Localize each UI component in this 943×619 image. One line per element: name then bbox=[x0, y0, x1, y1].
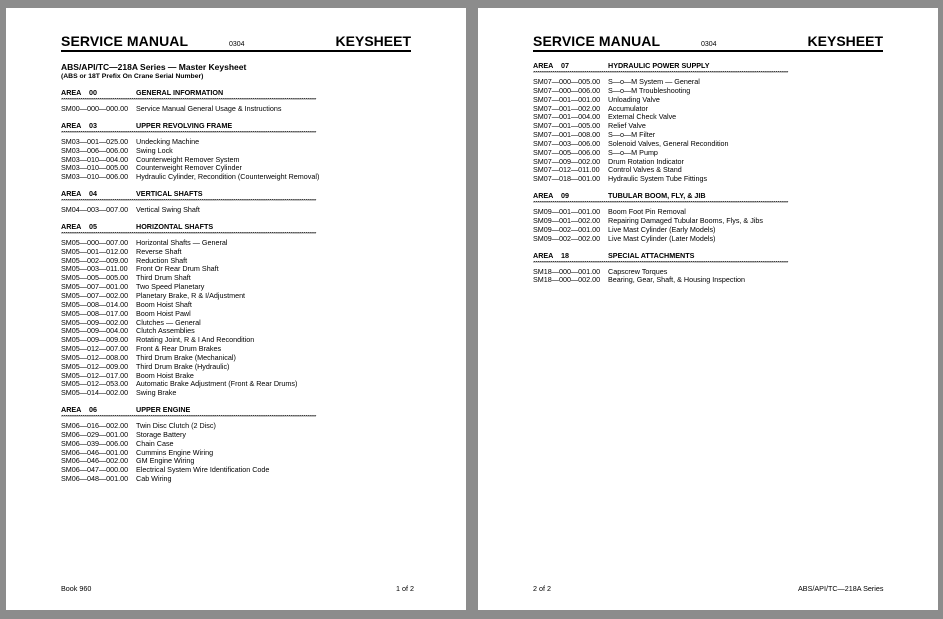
entry-description: Boom Hoist Pawl bbox=[136, 308, 191, 318]
area-label: AREA bbox=[533, 61, 554, 70]
area-title: HYDRAULIC POWER SUPPLY bbox=[608, 61, 710, 70]
entry-description: Boom Hoist Shaft bbox=[136, 299, 192, 309]
entry-code: SM05—000—007.00 bbox=[61, 237, 129, 247]
footer-right: ABS/API/TC—218A Series bbox=[798, 584, 884, 593]
area-section bbox=[533, 192, 883, 243]
asterisk-divider: ************************************************************************************************************************ bbox=[61, 130, 316, 137]
document-title: ABS/API/TC—218A Series — Master Keysheet bbox=[61, 62, 247, 72]
entry-code: SM03—010—006.00 bbox=[61, 172, 129, 182]
entry-description: External Check Valve bbox=[608, 112, 677, 122]
asterisk-divider: ************************************************************************************************************************ bbox=[533, 71, 788, 77]
keysheet-entry bbox=[533, 235, 883, 244]
entry-code: SM09—002—002.00 bbox=[533, 233, 601, 243]
keysheet-entry bbox=[533, 175, 883, 184]
area-heading bbox=[61, 89, 411, 98]
keysheet-entry bbox=[61, 206, 411, 215]
keysheet-entry bbox=[61, 389, 411, 398]
footer-left: 2 of 2 bbox=[533, 584, 551, 593]
keysheet-entry bbox=[61, 475, 411, 484]
entry-description: Capscrew Torques bbox=[608, 266, 668, 276]
entry-code: SM05—002—009.00 bbox=[61, 255, 129, 265]
area-title: GENERAL INFORMATION bbox=[136, 88, 224, 97]
area-number: 07 bbox=[561, 61, 569, 70]
entry-description: Front & Rear Drum Brakes bbox=[136, 344, 222, 354]
entry-code: SM05—014—002.00 bbox=[61, 388, 129, 398]
entry-code: SM03—006—006.00 bbox=[61, 145, 129, 155]
entry-code: SM07—000—005.00 bbox=[533, 77, 601, 86]
entry-description: Chain Case bbox=[136, 438, 174, 448]
area-section bbox=[533, 252, 883, 286]
area-number: 05 bbox=[89, 221, 97, 231]
page-content bbox=[61, 62, 411, 492]
area-heading bbox=[61, 122, 411, 131]
entry-description: Drum Rotation Indicator bbox=[608, 156, 684, 166]
entry-code: SM06—029—001.00 bbox=[61, 429, 129, 439]
entry-description: Cab Wiring bbox=[136, 474, 172, 484]
entry-description: Third Drum Brake (Hydraulic) bbox=[136, 361, 230, 371]
asterisk-divider: ************************************************************************************************************************ bbox=[61, 199, 316, 206]
entry-code: SM07—001—008.00 bbox=[533, 130, 601, 140]
area-number: 09 bbox=[561, 191, 569, 201]
document-subtitle: (ABS or 18T Prefix On Crane Serial Number) bbox=[61, 73, 204, 80]
entry-description: Service Manual General Usage & Instructions bbox=[136, 104, 282, 113]
area-section bbox=[61, 122, 411, 182]
entry-description: Electrical System Wire Identification Code bbox=[136, 465, 270, 475]
entry-description: Horizontal Shafts — General bbox=[136, 237, 228, 247]
entry-description: Planetary Brake, R & I/Adjustment bbox=[136, 290, 246, 300]
asterisk-divider: ************************************************************************************************************************ bbox=[61, 98, 316, 104]
entry-code: SM05—007—001.00 bbox=[61, 282, 129, 292]
entry-code: SM07—003—006.00 bbox=[533, 138, 601, 148]
entry-description: Hydraulic System Tube Fittings bbox=[608, 174, 708, 184]
area-label: AREA bbox=[533, 191, 554, 201]
entry-code: SM07—012—011.00 bbox=[533, 165, 600, 175]
header-code: 0304 bbox=[229, 41, 245, 48]
page-header bbox=[61, 34, 411, 52]
entry-code: SM05—001—012.00 bbox=[61, 246, 129, 256]
entry-description: Reduction Shaft bbox=[136, 255, 188, 265]
area-title: HORIZONTAL SHAFTS bbox=[136, 221, 214, 231]
header-code: 0304 bbox=[701, 41, 717, 48]
entry-description: Live Mast Cylinder (Early Models) bbox=[608, 224, 716, 234]
area-title: VERTICAL SHAFTS bbox=[136, 189, 203, 199]
document-page-2 bbox=[478, 8, 938, 610]
entry-code: SM06—046—002.00 bbox=[61, 456, 129, 466]
header-keysheet: KEYSHEET bbox=[335, 33, 411, 49]
entry-code: SM03—010—005.00 bbox=[61, 163, 129, 173]
entry-description: Accumulator bbox=[608, 103, 648, 113]
area-section bbox=[61, 89, 411, 114]
entry-code: SM00—000—000.00 bbox=[61, 104, 129, 113]
entry-code: SM18—000—002.00 bbox=[533, 275, 601, 285]
footer-right: 1 of 2 bbox=[396, 584, 414, 593]
entry-code: SM07—001—004.00 bbox=[533, 112, 601, 122]
entry-code: SM05—012—008.00 bbox=[61, 352, 129, 362]
entry-code: SM06—048—001.00 bbox=[61, 474, 129, 484]
entry-code: SM07—001—001.00 bbox=[533, 94, 601, 104]
entry-code: SM07—005—006.00 bbox=[533, 147, 601, 157]
keysheet-entry bbox=[533, 276, 883, 285]
entry-description: Third Drum Shaft bbox=[136, 273, 191, 283]
asterisk-divider: ************************************************************************************************************************ bbox=[61, 415, 316, 422]
entry-description: Control Valves & Stand bbox=[608, 165, 682, 175]
area-label: AREA bbox=[61, 88, 82, 97]
entry-description: Swing Brake bbox=[136, 388, 177, 398]
area-number: 03 bbox=[89, 120, 97, 130]
area-section bbox=[61, 190, 411, 215]
entry-description: S—o—M Troubleshooting bbox=[608, 85, 691, 95]
header-service-manual: SERVICE MANUAL bbox=[61, 33, 189, 49]
entry-description: Automatic Brake Adjustment (Front & Rear Drums) bbox=[136, 379, 298, 389]
area-title: TUBULAR BOOM, FLY, & JIB bbox=[608, 191, 706, 201]
entry-description: Hydraulic Cylinder, Recondition (Counterweight Removal) bbox=[136, 172, 320, 182]
footer-left: Book 960 bbox=[61, 584, 92, 593]
entry-code: SM05—012—009.00 bbox=[61, 361, 129, 371]
entry-description: Boom Foot Pin Removal bbox=[608, 207, 686, 217]
entry-description: Third Drum Brake (Mechanical) bbox=[136, 352, 236, 362]
entry-description: Front Or Rear Drum Shaft bbox=[136, 264, 219, 274]
entry-description: Relief Valve bbox=[608, 121, 646, 131]
entry-description: S—o—M System — General bbox=[608, 77, 700, 86]
entry-code: SM07—009—002.00 bbox=[533, 156, 601, 166]
entry-code: SM05—003—011.00 bbox=[61, 264, 128, 274]
area-title: UPPER REVOLVING FRAME bbox=[136, 120, 233, 130]
entry-description: Counterweight Remover System bbox=[136, 154, 240, 164]
entry-description: Cummins Engine Wiring bbox=[136, 447, 214, 457]
entry-description: Swing Lock bbox=[136, 145, 173, 155]
header-service-manual: SERVICE MANUAL bbox=[533, 33, 661, 49]
entry-code: SM07—018—001.00 bbox=[533, 174, 601, 184]
entry-description: Solenoid Valves, General Recondition bbox=[608, 138, 729, 148]
asterisk-divider: ************************************************************************************************************************ bbox=[533, 260, 788, 267]
entry-code: SM18—000—001.00 bbox=[533, 266, 601, 276]
entry-code: SM09—001—001.00 bbox=[533, 207, 601, 217]
area-section bbox=[61, 406, 411, 484]
entry-description: Boom Hoist Brake bbox=[136, 370, 194, 380]
entry-description: Live Mast Cylinder (Later Models) bbox=[608, 233, 716, 243]
entry-description: S—o—M Filter bbox=[608, 130, 656, 140]
entry-description: Repairing Damaged Tubular Booms, Flys, & Jibs bbox=[608, 215, 763, 225]
area-label: AREA bbox=[61, 405, 82, 415]
entry-description: GM Engine Wiring bbox=[136, 456, 195, 466]
entry-description: Two Speed Planetary bbox=[136, 282, 205, 292]
area-label: AREA bbox=[533, 250, 554, 260]
entry-code: SM05—012—053.00 bbox=[61, 379, 129, 389]
entry-code: SM09—001—002.00 bbox=[533, 215, 601, 225]
entry-code: SM07—001—002.00 bbox=[533, 103, 601, 113]
area-number: 00 bbox=[89, 88, 97, 97]
keysheet-entry bbox=[61, 105, 411, 114]
entry-code: SM05—012—007.00 bbox=[61, 344, 129, 354]
area-number: 06 bbox=[89, 405, 97, 415]
area-heading bbox=[533, 62, 883, 71]
entry-code: SM03—001—025.00 bbox=[61, 136, 129, 146]
entry-code: SM05—005—005.00 bbox=[61, 273, 129, 283]
area-section bbox=[61, 223, 411, 398]
keysheet-entry bbox=[61, 173, 411, 182]
page-content bbox=[533, 62, 883, 293]
area-heading bbox=[61, 190, 411, 199]
entry-description: Bearing, Gear, Shaft, & Housing Inspection bbox=[608, 275, 746, 285]
entry-code: SM05—012—017.00 bbox=[61, 370, 129, 380]
area-number: 04 bbox=[89, 189, 97, 199]
entry-description: Counterweight Remover Cylinder bbox=[136, 163, 242, 173]
entry-code: SM06—047—000.00 bbox=[61, 465, 129, 475]
entry-code: SM05—008—014.00 bbox=[61, 299, 129, 309]
entry-description: Unloading Valve bbox=[608, 94, 660, 104]
area-heading bbox=[533, 252, 883, 261]
entry-description: Reverse Shaft bbox=[136, 246, 182, 256]
entry-description: Clutch Assemblies bbox=[136, 326, 195, 336]
area-title: SPECIAL ATTACHMENTS bbox=[608, 250, 695, 260]
area-number: 18 bbox=[561, 250, 569, 260]
entry-description: Undecking Machine bbox=[136, 136, 200, 146]
entry-code: SM07—001—005.00 bbox=[533, 121, 601, 131]
entry-code: SM05—007—002.00 bbox=[61, 290, 129, 300]
area-heading bbox=[61, 406, 411, 415]
entry-description: Twin Disc Clutch (2 Disc) bbox=[136, 421, 216, 431]
entry-code: SM06—016—002.00 bbox=[61, 421, 129, 431]
asterisk-divider: ************************************************************************************************************************ bbox=[61, 231, 316, 238]
area-label: AREA bbox=[61, 189, 82, 199]
entry-code: SM05—009—004.00 bbox=[61, 326, 129, 336]
area-heading bbox=[61, 223, 411, 232]
header-keysheet: KEYSHEET bbox=[807, 33, 883, 49]
area-label: AREA bbox=[61, 120, 82, 130]
entry-description: Vertical Swing Shaft bbox=[136, 205, 200, 215]
asterisk-divider: ************************************************************************************************************************ bbox=[533, 201, 788, 208]
entry-code: SM06—046—001.00 bbox=[61, 447, 129, 457]
entry-description: Clutches — General bbox=[136, 317, 201, 327]
area-title: UPPER ENGINE bbox=[136, 405, 191, 415]
entry-code: SM09—002—001.00 bbox=[533, 224, 601, 234]
document-page-1 bbox=[6, 8, 466, 610]
entry-description: S—o—M Pump bbox=[608, 147, 658, 157]
entry-code: SM07—000—006.00 bbox=[533, 85, 601, 95]
entry-description: Storage Battery bbox=[136, 429, 186, 439]
entry-code: SM03—010—004.00 bbox=[61, 154, 129, 164]
entry-code: SM05—008—017.00 bbox=[61, 308, 129, 318]
entry-code: SM04—003—007.00 bbox=[61, 205, 129, 215]
page-header bbox=[533, 34, 883, 52]
area-label: AREA bbox=[61, 221, 82, 231]
area-section bbox=[533, 62, 883, 184]
area-heading bbox=[533, 192, 883, 201]
entry-description: Rotating Joint, R & I And Recondition bbox=[136, 335, 255, 345]
entry-code: SM05—009—002.00 bbox=[61, 317, 129, 327]
entry-code: SM06—039—006.00 bbox=[61, 438, 129, 448]
entry-code: SM05—009—009.00 bbox=[61, 335, 129, 345]
